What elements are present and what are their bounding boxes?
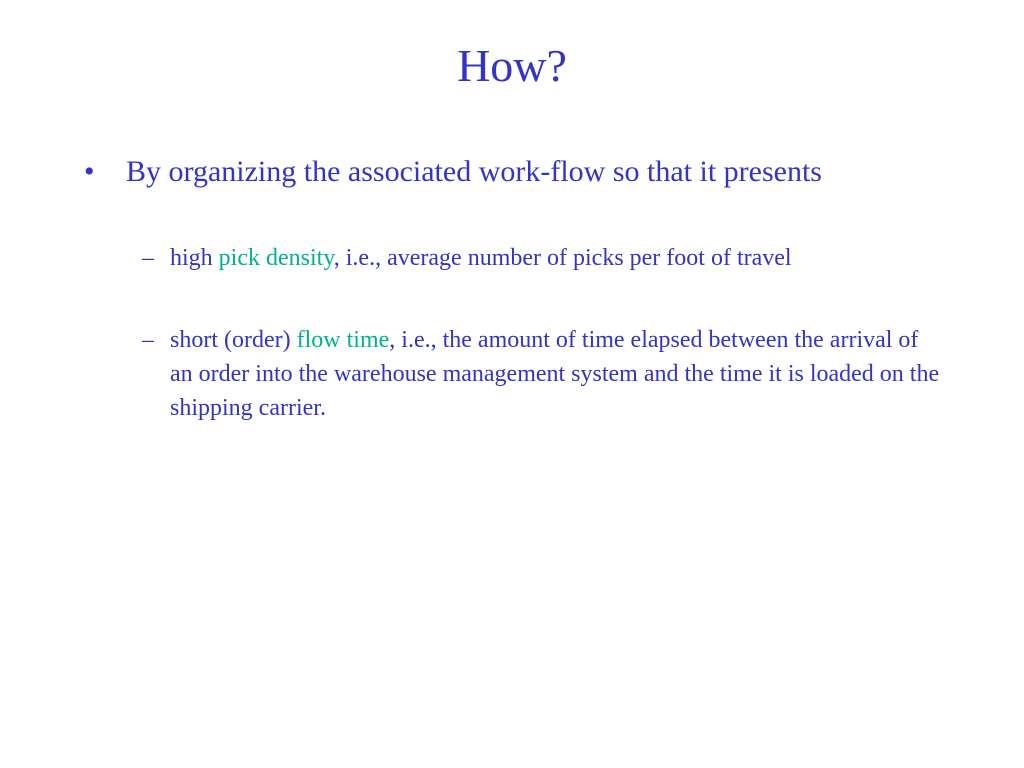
sub-item-highlight: pick density (218, 245, 334, 271)
sub-item-text-after: , i.e., the amount of time elapsed between the arrival of an order into the warehouse management system and the time it is loaded on the shipping carrier. (170, 327, 940, 421)
sub-item-highlight: flow time (296, 327, 390, 353)
sub-item-text-before: short (order) (170, 327, 297, 353)
slide-title: How? (457, 40, 567, 91)
sub-item-text-before: high (170, 245, 219, 271)
sub-item-marker: – (142, 327, 154, 353)
sub-item-text (170, 241, 940, 275)
sub-item-text-after: , i.e., average number of picks per foot of travel (333, 245, 792, 271)
bullet-text: By organizing the associated work-flow so that it presents (126, 155, 822, 188)
sub-item-marker: – (142, 245, 154, 271)
sub-item-text (170, 323, 940, 425)
bullet-marker: • (84, 155, 95, 188)
